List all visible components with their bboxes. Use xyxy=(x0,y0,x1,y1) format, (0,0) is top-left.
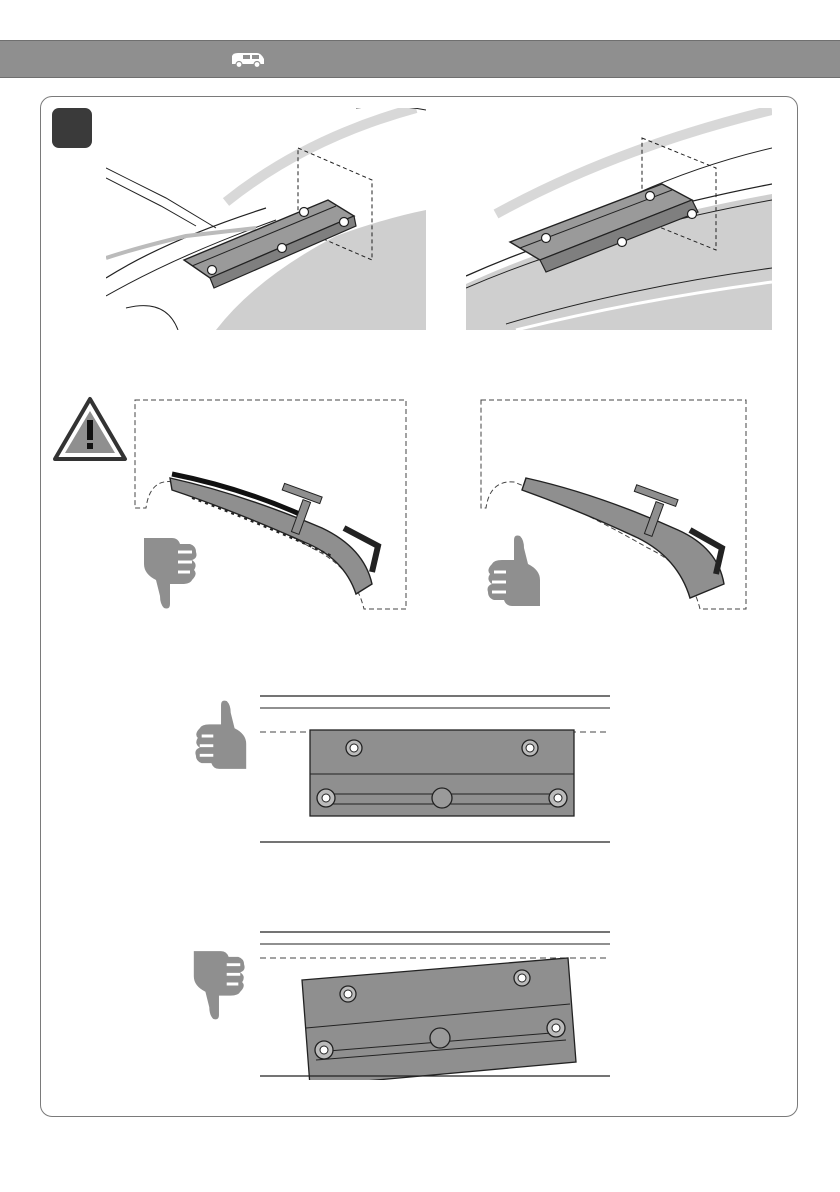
thumbs-up-icon xyxy=(484,534,546,610)
clamp-aligned-illustration xyxy=(260,694,612,844)
thumbs-down-icon xyxy=(138,534,200,610)
clamp-tilted-illustration xyxy=(260,928,612,1080)
header-bar xyxy=(0,40,840,78)
rail-clamp-illustration-right xyxy=(466,108,772,330)
thumbs-up-icon xyxy=(192,696,252,776)
thumbs-down-icon xyxy=(188,944,248,1024)
van-icon xyxy=(230,52,266,68)
step-number-badge xyxy=(52,108,92,148)
warning-triangle-icon xyxy=(52,396,128,462)
rail-clamp-illustration-left xyxy=(106,108,426,330)
